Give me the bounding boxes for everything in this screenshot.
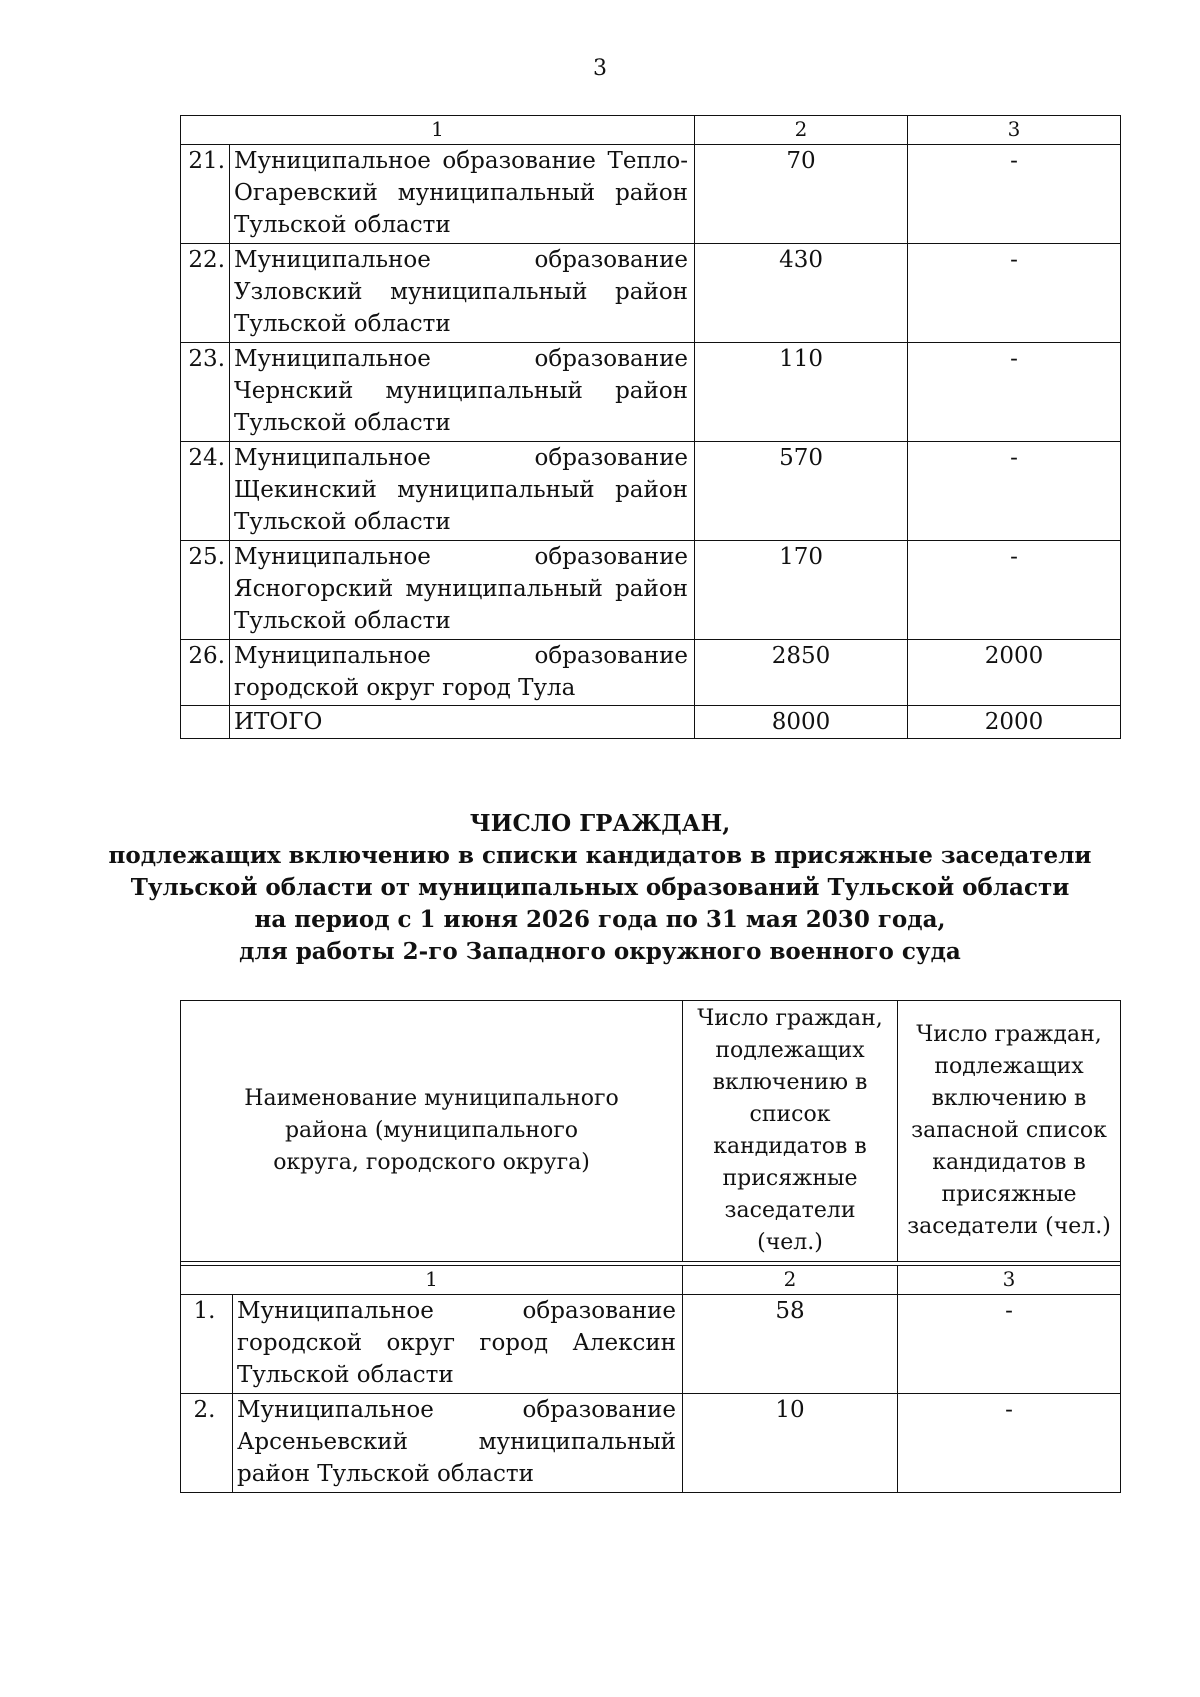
header-count-column: Число граждан, подлежащих включению в список кандидатов в присяжные заседатели (чел.) [683, 1001, 898, 1262]
reserve-count: - [898, 1394, 1121, 1493]
reserve-count: 2000 [908, 640, 1121, 706]
section-heading [0, 808, 1200, 968]
column-number-3: 3 [908, 116, 1121, 145]
citizen-count: 430 [695, 244, 908, 343]
column-number-row [181, 1266, 1121, 1295]
municipality-name: Муниципальное образование Щекинский муниципальный район Тульской области [230, 442, 695, 541]
row-number: 26. [181, 640, 230, 706]
citizen-count: 2850 [695, 640, 908, 706]
citizen-count: 570 [695, 442, 908, 541]
column-number-2: 2 [695, 116, 908, 145]
military-court-quota-table [180, 1000, 1121, 1493]
municipality-name: Муниципальное образование городской округ город Тула [230, 640, 695, 706]
table-row [181, 244, 1121, 343]
row-number: 1. [181, 1295, 233, 1394]
table-row [181, 145, 1121, 244]
municipality-name: Муниципальное образование Арсеньевский муниципальный район Тульской области [233, 1394, 683, 1493]
heading-line-5: для работы 2-го Западного окружного военного суда [239, 938, 961, 965]
row-number: 2. [181, 1394, 233, 1493]
reserve-count: - [908, 343, 1121, 442]
municipality-name: Муниципальное образование Чернский муниципальный район Тульской области [230, 343, 695, 442]
total-count: 8000 [695, 706, 908, 739]
row-number: 23. [181, 343, 230, 442]
table-row [181, 343, 1121, 442]
reserve-count: - [908, 145, 1121, 244]
column-number-1: 1 [181, 1266, 683, 1295]
municipality-name: Муниципальное образование Узловский муниципальный район Тульской области [230, 244, 695, 343]
citizen-count: 58 [683, 1295, 898, 1394]
column-number-1: 1 [181, 116, 695, 145]
row-number: 22. [181, 244, 230, 343]
heading-line-2: подлежащих включению в списки кандидатов в присяжные заседатели [108, 842, 1092, 869]
heading-line-4: на период с 1 июня 2026 года по 31 мая 2030 года, [254, 906, 946, 933]
heading-line-1: ЧИСЛО ГРАЖДАН, [469, 810, 731, 837]
column-number-3: 3 [898, 1266, 1121, 1295]
table-header-row [181, 1001, 1121, 1262]
table-row [181, 1295, 1121, 1394]
row-number: 24. [181, 442, 230, 541]
citizen-count: 110 [695, 343, 908, 442]
table-row [181, 442, 1121, 541]
total-label: ИТОГО [230, 706, 695, 739]
header-name-column: Наименование муниципального района (муниципального округа, городского округа) [181, 1001, 683, 1262]
table-row [181, 1394, 1121, 1493]
heading-line-3: Тульской области от муниципальных образований Тульской области [130, 874, 1070, 901]
table-row [181, 640, 1121, 706]
row-number: 25. [181, 541, 230, 640]
municipality-name: Муниципальное образование Ясногорский муниципальный район Тульской области [230, 541, 695, 640]
municipality-name: Муниципальное образование городской округ город Алексин Тульской области [233, 1295, 683, 1394]
reserve-count: - [908, 541, 1121, 640]
citizen-count: 10 [683, 1394, 898, 1493]
reserve-count: - [908, 442, 1121, 541]
column-number-2: 2 [683, 1266, 898, 1295]
total-empty-cell [181, 706, 230, 739]
reserve-count: - [898, 1295, 1121, 1394]
reserve-count: - [908, 244, 1121, 343]
row-number: 21. [181, 145, 230, 244]
quota-table-continued [180, 115, 1121, 739]
page-number: 3 [593, 56, 607, 81]
column-number-row [181, 116, 1121, 145]
header-reserve-column: Число граждан, подлежащих включению в запасной список кандидатов в присяжные заседатели (чел.) [898, 1001, 1121, 1262]
total-reserve: 2000 [908, 706, 1121, 739]
total-row [181, 706, 1121, 739]
citizen-count: 170 [695, 541, 908, 640]
table-row [181, 541, 1121, 640]
municipality-name: Муниципальное образование Тепло-Огаревский муниципальный район Тульской области [230, 145, 695, 244]
citizen-count: 70 [695, 145, 908, 244]
